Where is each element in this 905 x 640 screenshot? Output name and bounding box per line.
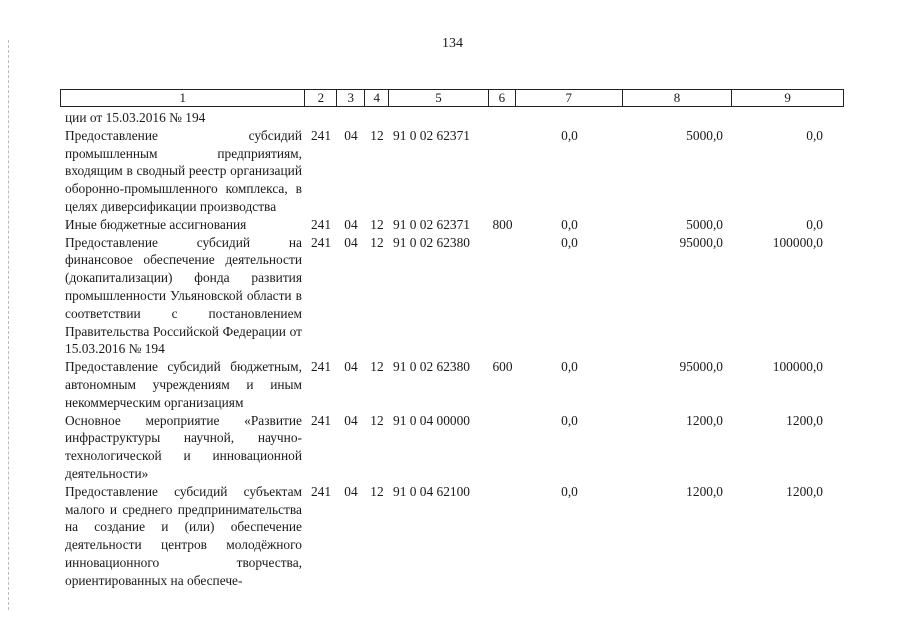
row-value-8: 1200,0 (686, 483, 723, 499)
row-expense-type (489, 234, 516, 359)
row-grbs: 241 (310, 412, 332, 428)
row-podrazdel: 12 (370, 234, 384, 250)
row-expense-type (489, 127, 516, 216)
row-expense-type (489, 483, 516, 590)
row-name: Предоставление субсидий промышленным предприятиям, входящим в сводный реестр организаций оборонно-промышленного комплекса, в целях диверсификации производства (65, 127, 302, 214)
row-podrazdel (365, 109, 389, 127)
row-expense-type: 600 (492, 359, 513, 375)
row-name: Иные бюджетные ассигнования (65, 216, 247, 232)
row-grbs: 241 (310, 216, 332, 232)
row-podrazdel: 12 (370, 483, 384, 499)
table-row (60, 109, 844, 127)
row-podrazdel: 12 (370, 412, 384, 428)
row-target-article: 91 0 02 62380 (393, 234, 470, 250)
scan-margin-line (8, 40, 10, 610)
row-value-7: 0,0 (561, 412, 578, 428)
row-grbs: 241 (310, 234, 332, 250)
row-target-article: 91 0 04 62100 (393, 483, 470, 499)
row-razdel: 04 (344, 234, 358, 250)
row-value-7: 0,0 (561, 216, 578, 232)
row-grbs: 241 (310, 359, 332, 375)
row-value-8: 95000,0 (679, 234, 723, 250)
column-header-5: 5 (389, 90, 489, 106)
row-value-9: 100000,0 (772, 359, 823, 375)
row-razdel: 04 (344, 483, 358, 499)
row-target-article: 91 0 02 62371 (393, 216, 470, 232)
row-razdel: 04 (344, 359, 358, 375)
row-value-7: 0,0 (561, 359, 578, 375)
row-target-article (389, 109, 489, 127)
table-row (60, 358, 844, 411)
row-grbs (305, 109, 337, 127)
row-value-9: 1200,0 (786, 412, 823, 428)
row-podrazdel: 12 (370, 127, 384, 143)
table-row (60, 483, 844, 590)
page-number: 134 (442, 36, 463, 51)
table-row (60, 216, 844, 234)
column-header-2: 2 (305, 90, 337, 106)
column-header-9: 9 (784, 90, 791, 105)
column-header-3: 3 (337, 90, 365, 106)
row-value-7: 0,0 (561, 234, 578, 250)
row-expense-type (489, 412, 516, 483)
row-name: Основное мероприятие «Развитие инфраструктуры научной, научно-технологической и инновационной деятельности» (65, 412, 302, 481)
row-value-9: 100000,0 (772, 234, 823, 250)
table-row (60, 127, 844, 216)
row-razdel (337, 109, 365, 127)
column-header-6: 6 (489, 90, 516, 106)
row-value-9 (733, 109, 844, 127)
row-name: Предоставление субсидий субъектам малого и среднего предпринимательства на создание и (или) обеспечение деятельности центров молодёжного инновационного творчества, ориентированных на обеспече- (65, 483, 302, 588)
row-razdel: 04 (344, 216, 358, 232)
row-target-article: 91 0 04 00000 (393, 412, 470, 428)
row-expense-type: 800 (492, 216, 513, 232)
row-razdel: 04 (344, 412, 358, 428)
column-header-7: 7 (516, 90, 623, 106)
row-grbs: 241 (310, 483, 332, 499)
row-podrazdel: 12 (370, 359, 384, 375)
table-header-row (60, 89, 844, 107)
row-value-8: 5000,0 (686, 216, 723, 232)
row-value-7: 0,0 (561, 127, 578, 143)
row-value-9: 0,0 (806, 216, 823, 232)
row-value-9: 1200,0 (786, 483, 823, 499)
column-header-1: 1 (61, 90, 305, 106)
row-razdel: 04 (344, 127, 358, 143)
row-value-8: 1200,0 (686, 412, 723, 428)
row-target-article: 91 0 02 62380 (393, 359, 470, 375)
row-value-8: 95000,0 (679, 359, 723, 375)
row-value-8: 5000,0 (686, 127, 723, 143)
table-body (60, 109, 844, 590)
row-name: Предоставление субсидий бюджетным, автономным учреждениям и иным некоммерческим организациям (65, 359, 302, 410)
row-name: ции от 15.03.2016 № 194 (65, 110, 206, 125)
row-podrazdel: 12 (370, 216, 384, 232)
row-expense-type (489, 109, 516, 127)
row-value-8 (623, 109, 733, 127)
column-header-8: 8 (623, 90, 733, 106)
row-value-7: 0,0 (561, 483, 578, 499)
table-row (60, 234, 844, 359)
row-target-article: 91 0 02 62371 (393, 127, 470, 143)
column-header-4: 4 (365, 90, 389, 106)
table-row (60, 412, 844, 483)
row-name: Предоставление субсидий на финансовое обеспечение деятельности (докапитализации) фонда развития промышленности Ульяновской области в соответствии с постановлением Правительства Российской Федерации от 15.03.2016 № 194 (65, 234, 302, 357)
row-value-9: 0,0 (806, 127, 823, 143)
row-value-7 (516, 109, 623, 127)
row-grbs: 241 (310, 127, 332, 143)
